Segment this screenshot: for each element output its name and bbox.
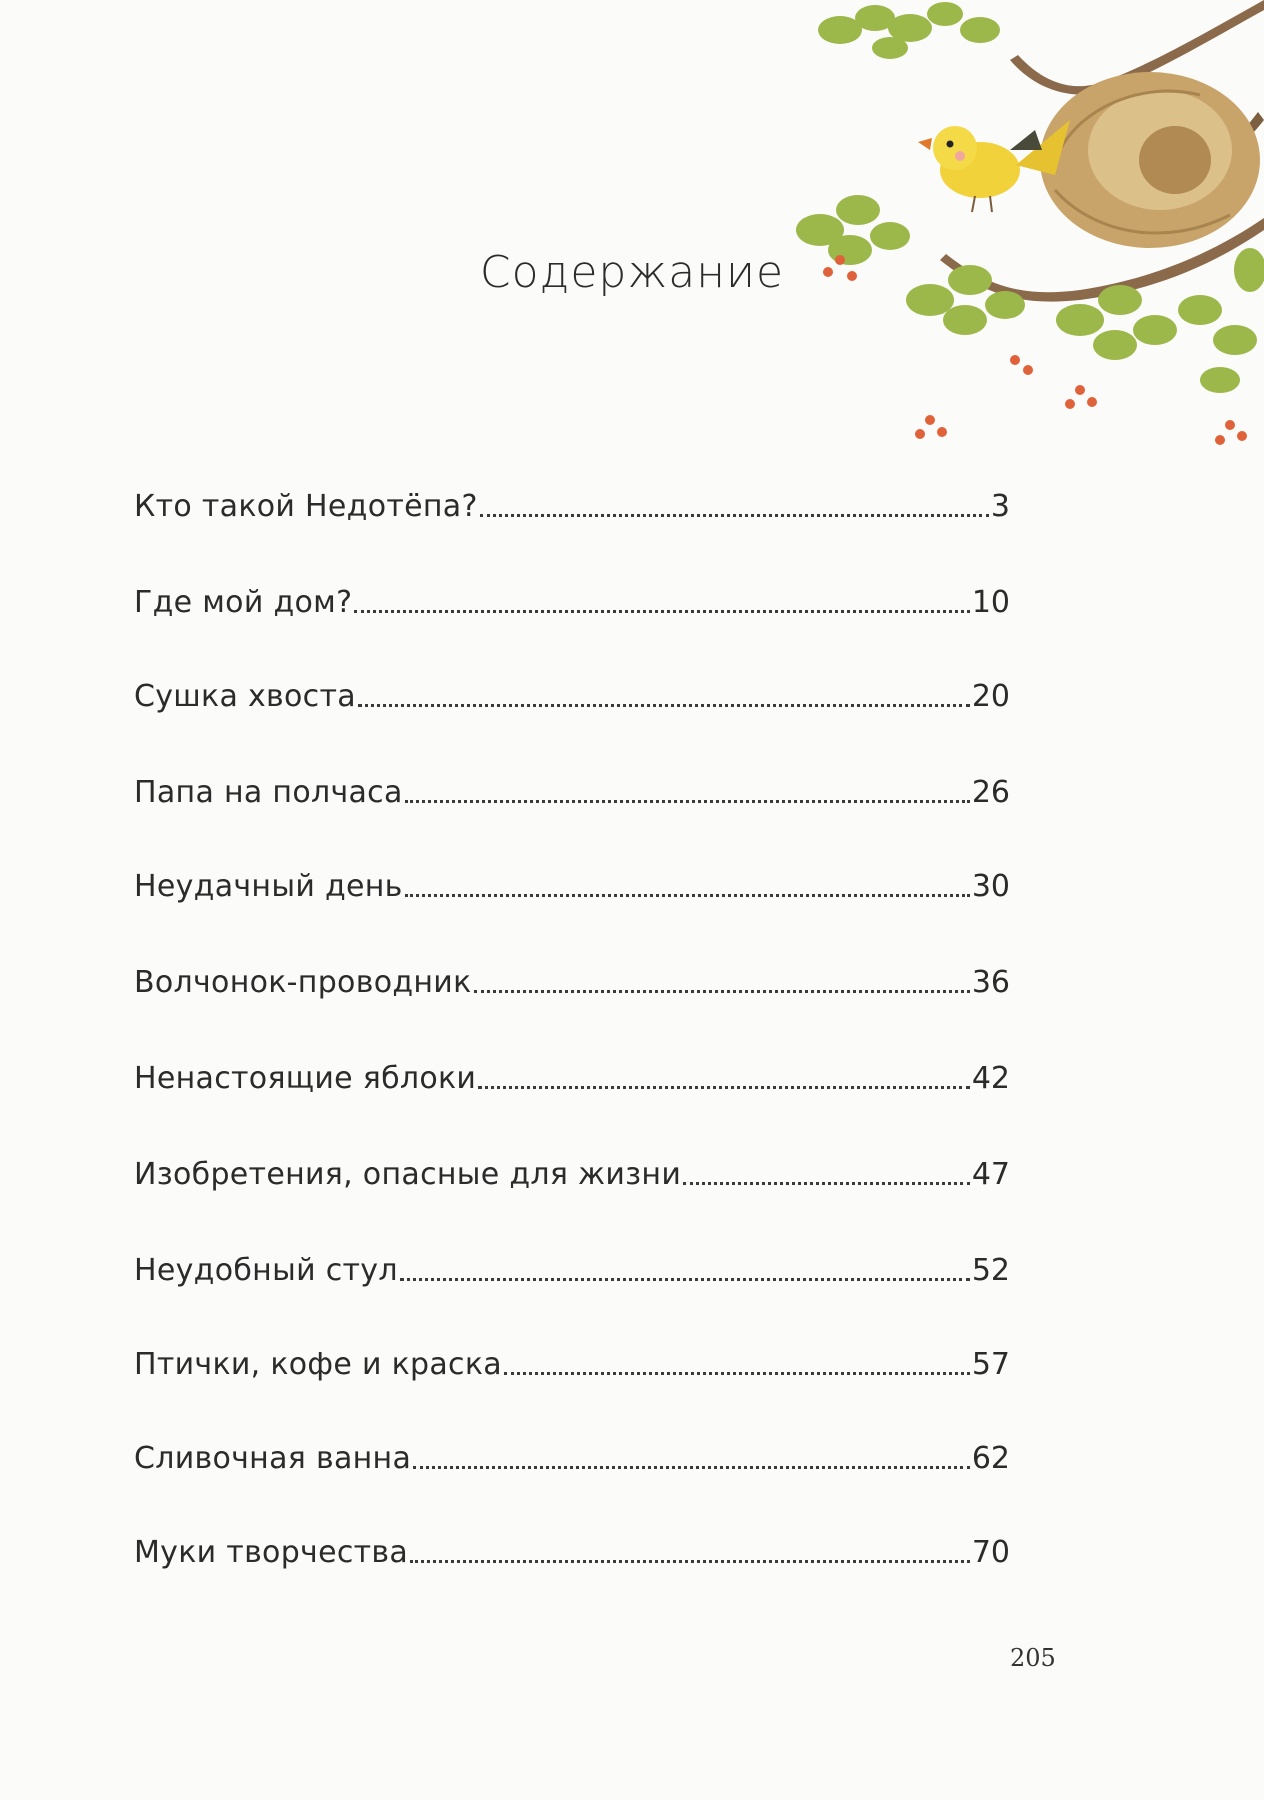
toc-entry-page: 3 (990, 489, 1010, 524)
toc-entry-title: Волчонок-проводник (134, 965, 472, 1000)
toc-entry-page: 42 (971, 1061, 1010, 1096)
toc-entry-page: 10 (971, 585, 1010, 620)
toc-entry-page: 20 (971, 679, 1010, 714)
dot-leader (480, 514, 989, 517)
dot-leader (413, 1466, 970, 1469)
dot-leader (410, 1560, 970, 1563)
toc-entry-title: Муки творчества (134, 1535, 409, 1570)
dot-leader (474, 990, 970, 993)
toc-entry-title: Изобретения, опасные для жизни (134, 1157, 682, 1192)
toc-entry[interactable] (134, 1244, 1010, 1288)
toc-entry[interactable] (134, 480, 1010, 524)
toc-entry-page: 47 (971, 1157, 1010, 1192)
toc-entry[interactable] (134, 766, 1010, 810)
dot-leader (400, 1278, 970, 1281)
toc-entry-title: Сливочная ванна (134, 1441, 412, 1476)
dot-leader (504, 1372, 970, 1375)
page-number: 205 (1010, 1644, 1056, 1672)
toc-entry[interactable] (134, 1148, 1010, 1192)
dot-leader (478, 1086, 970, 1089)
toc-entry[interactable] (134, 1526, 1010, 1570)
toc-entry[interactable] (134, 1052, 1010, 1096)
toc-entry-title: Птички, кофе и краска (134, 1347, 502, 1382)
toc-entry-page: 52 (971, 1253, 1010, 1288)
toc-entry-title: Где мой дом? (134, 585, 353, 620)
dot-leader (358, 704, 970, 707)
toc-entry[interactable] (134, 1432, 1010, 1476)
toc-entry-title: Папа на полчаса (134, 775, 403, 810)
toc-entry-page: 57 (971, 1347, 1010, 1382)
toc-entry-page: 26 (971, 775, 1010, 810)
toc-entry[interactable] (134, 1338, 1010, 1382)
toc-entry-page: 62 (971, 1441, 1010, 1476)
dot-leader (354, 610, 970, 613)
toc-entry-title: Сушка хвоста (134, 679, 356, 714)
toc-entry[interactable] (134, 576, 1010, 620)
dot-leader (405, 800, 970, 803)
toc-entry-page: 36 (971, 965, 1010, 1000)
toc-entry-title: Неудачный день (134, 869, 403, 904)
toc-entry-page: 70 (971, 1535, 1010, 1570)
toc-entry[interactable] (134, 670, 1010, 714)
toc-entry[interactable] (134, 956, 1010, 1000)
toc-entry-title: Ненастоящие яблоки (134, 1061, 477, 1096)
toc-entry-title: Неудобный стул (134, 1253, 398, 1288)
dot-leader (683, 1182, 970, 1185)
toc-entry[interactable] (134, 860, 1010, 904)
toc-entry-title: Кто такой Недотёпа? (134, 489, 478, 524)
toc-entry-page: 30 (971, 869, 1010, 904)
page-title: Содержание (479, 247, 785, 299)
dot-leader (405, 894, 970, 897)
